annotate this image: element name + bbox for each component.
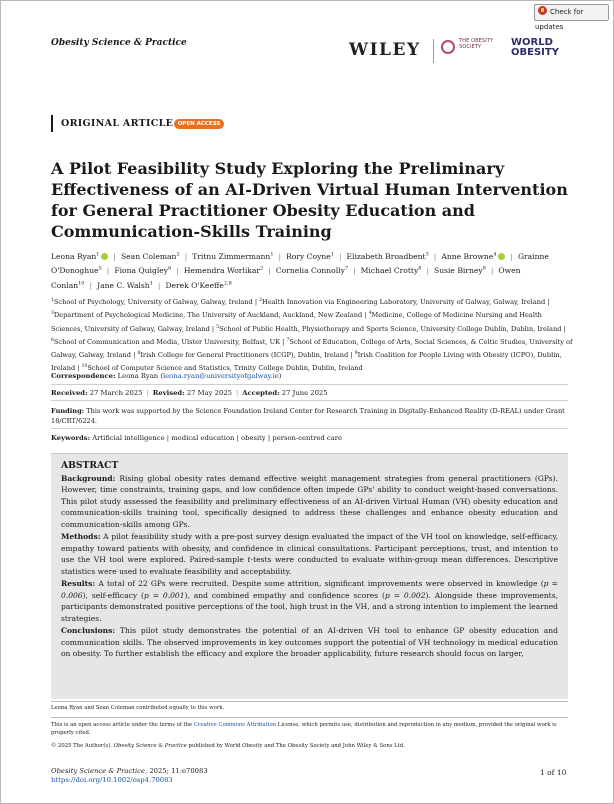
author-name[interactable]: Hemendra Worlikar$^2$ — [183, 265, 264, 276]
author-separator: | — [353, 266, 356, 276]
wiley-logo: WILEY — [349, 40, 421, 60]
methods-t: t — [247, 555, 251, 564]
affiliation: $^1$School of Psychology, University of Galway, Galway, Ireland | — [51, 298, 260, 307]
copyright-journal: Obesity Science & Practice — [113, 743, 187, 749]
author-separator: | — [184, 251, 188, 261]
affiliation-number: 5 — [216, 324, 220, 330]
author-separator: | — [268, 266, 271, 276]
orcid-icon[interactable] — [498, 253, 505, 260]
author-separator: | — [106, 266, 110, 276]
affiliation: $^9$Irish Coalition for People Living with Obesity (ICPO), Dublin, Ireland | — [51, 350, 562, 373]
author-separator: | — [338, 251, 342, 261]
author-affiliation-ref: 2 — [260, 265, 264, 272]
divider — [51, 400, 568, 401]
obesity-society-logo-text: THE OBESITY SOCIETY — [459, 38, 494, 50]
author-affiliation-ref: 7 — [344, 265, 349, 272]
affiliations — [51, 295, 573, 374]
keywords — [51, 434, 342, 442]
abstract-results — [61, 578, 558, 624]
revised-label: Revised: — [152, 389, 185, 397]
author-affiliation-ref: 2,8 — [223, 280, 232, 287]
affiliation-number: 8 — [137, 350, 141, 356]
license-link[interactable]: Creative Commons Attribution — [193, 722, 277, 728]
check-for-updates-label: Check for updates — [535, 8, 584, 31]
article-title: A Pilot Feasibility Study Exploring the Preliminary Effectiveness of an AI-Driven Virtual Human Intervention for General Practitioner Obesity Education and Communication-Skills Training — [51, 159, 568, 241]
author-affiliation-ref: 9 — [482, 265, 486, 272]
results-text-4: ). Alongside these improvements, participants demonstrated positive perceptions of the tool, high trust in the VH, and a strong intention to implement the learned strategies. — [61, 590, 558, 623]
author-separator: | — [510, 251, 513, 261]
correspondence: Correspondence: Leona Ryan (leona.ryan@universityofgalway.ie) — [51, 372, 282, 380]
footnote-divider — [51, 717, 568, 718]
check-for-updates-button[interactable] — [534, 4, 609, 31]
results-text: A total of 22 GPs were recruited. Despite some attrition, significant improvements were observed in knowledge ( — [98, 579, 544, 588]
received-label: Received: — [51, 389, 88, 397]
author-affiliation-ref: 1 — [270, 251, 274, 257]
author-name[interactable]: Michael Crotty$^8$ — [360, 265, 422, 276]
affiliation-number: 7 — [286, 337, 290, 343]
author-name[interactable]: Rory Coyne$^1$ — [286, 251, 334, 261]
affiliation: $^4$Medicine, College of Medicine Nursing and Health Sciences, University of Galway, Galway, Ireland | — [51, 311, 542, 333]
author-name[interactable]: Elizabeth Broadbent$^3$ — [346, 251, 429, 261]
author-affiliation-ref: 10 — [78, 280, 85, 287]
author-separator: | — [113, 251, 116, 261]
logo-divider — [433, 39, 434, 63]
author-affiliation-ref: 3 — [425, 251, 429, 257]
keywords-label: Keywords: — [51, 434, 91, 442]
background-text: Rising global obesity rates demand effective weight management strategies from general practitioners (GPs). However, time constraints, training gaps, and low confidence often impede GPs' ability to conduct weight-based conversations. This pilot study assessed the feasibility and preliminary effectiveness of an AI-driven Virtual Human (VH) obesity education and communication-skills training tool, specifically designed to address these challenges and enhance obesity education and communication-skills among GPs. — [61, 473, 558, 529]
author-list — [51, 248, 571, 292]
author-name[interactable]: Anne Browne$^4$ — [441, 252, 505, 261]
correspondence-email[interactable]: leona.ryan@universityofgalway.ie — [162, 372, 279, 380]
affiliation: $^2$Health Innovation via Engineering Laboratory, University of Galway, Galway, Ireland | — [259, 298, 550, 307]
author-affiliation-ref: 1 — [330, 251, 334, 257]
affiliation-number: 9 — [354, 350, 358, 356]
abstract-box — [51, 453, 568, 699]
conclusions-text: This pilot study demonstrates the potential of an AI-driven VH tool to enhance GP obesity education and communication skills. The observed improvements in key outcomes support the potential of VH technology in medical education on obesity. To further establish the efficacy and explore the broader applicability, future research should focus on larger, — [61, 626, 558, 658]
citation-journal: Obesity Science & Practice — [51, 767, 145, 775]
citation-volume: , 2025; 11:e70083 — [145, 767, 208, 775]
open-access-badge[interactable]: OPEN ACCESS — [174, 119, 224, 129]
article-type-bar — [51, 115, 53, 132]
p-value-empathy: p = 0.002 — [384, 590, 426, 600]
affiliation: $^8$Irish College for General Practitioners (ICGP), Dublin, Ireland | — [137, 350, 355, 359]
article-type: ORIGINAL ARTICLE — [61, 118, 174, 129]
accepted-label: Accepted: — [242, 389, 280, 397]
equal-contribution-note: Leona Ryan and Sean Coleman contributed equally to this work. — [51, 705, 225, 711]
page-number: 1 of 10 — [540, 768, 567, 777]
author-separator: | — [89, 280, 93, 290]
divider — [51, 384, 568, 385]
correspondence-name: Leona Ryan — [117, 372, 159, 380]
affiliation-number: 4 — [368, 311, 372, 317]
background-label: Background: — [61, 473, 116, 483]
author-separator: | — [490, 266, 494, 276]
author-affiliation-ref: 4 — [493, 251, 497, 257]
affiliation: $^7$School of Education, College of Arts, Social Sciences, & Celtic Studies, University of Galway, Galway, Ireland | — [51, 337, 573, 359]
author-name[interactable]: Fiona Quigley$^6$ — [114, 265, 172, 276]
author-separator: | — [426, 266, 430, 276]
doi-link[interactable]: https://doi.org/10.1002/osp4.70083 — [51, 776, 173, 784]
author-affiliation-ref: 1 — [149, 280, 153, 287]
license-note — [51, 721, 568, 737]
affiliation-number: 10 — [81, 363, 88, 369]
affiliation: $^5$School of Public Health, Physiotherapy and Sports Science, University College Dublin, Dublin, Ireland | — [216, 324, 566, 333]
author-separator: | — [176, 266, 179, 276]
author-separator: | — [157, 280, 161, 290]
author-separator: | — [278, 251, 282, 261]
affiliation: $^{10}$School of Computer Science and Statistics, Trinity College Dublin, Dublin, Ireland — [81, 363, 363, 373]
obesity-society-logo-icon — [441, 40, 455, 54]
copyright-note — [51, 742, 568, 750]
footnote-divider — [51, 701, 568, 702]
author-affiliation-ref: 6 — [168, 265, 172, 272]
affiliation-number: 3 — [51, 311, 54, 317]
abstract-methods — [61, 531, 558, 577]
received-date: 27 March 2025 — [89, 389, 143, 397]
abstract-heading: ABSTRACT — [61, 460, 119, 471]
author-name[interactable]: Leona Ryan$^1$ — [51, 252, 108, 261]
author-name[interactable]: Tritnu Zimmermann$^1$ — [192, 251, 274, 261]
author-name[interactable]: Grainne O'Donoghue$^5$ — [51, 251, 549, 276]
conclusions-label: Conclusions: — [61, 626, 116, 635]
world-obesity-logo-text: WORLD OBESITY — [511, 37, 559, 58]
divider — [51, 428, 568, 429]
citation-footer — [51, 767, 208, 785]
author-affiliation-ref: 8 — [418, 265, 422, 272]
author-name[interactable]: Cornelia Connolly$^7$ — [275, 265, 349, 276]
results-text-3: ), and combined empathy and confidence scores ( — [184, 590, 385, 600]
funding-statement — [51, 406, 571, 426]
copyright-text-cont: published by World Obesity and The Obesity Society and John Wiley & Sons Ltd. — [186, 743, 405, 749]
journal-name: Obesity Science & Practice — [51, 38, 187, 48]
license-text: This is an open access article under the terms of the — [51, 722, 194, 728]
author-affiliation-ref: 5 — [98, 265, 102, 272]
affiliation: $^3$Department of Psychological Medicine, The University of Auckland, Auckland, New Zealand | — [51, 311, 369, 320]
author-name[interactable]: Sean Coleman$^2$ — [120, 251, 180, 261]
p-value-self-efficacy: p = 0.001 — [143, 590, 185, 600]
p-value-knowledge: p = 0.006 — [61, 579, 558, 600]
abstract-background — [61, 473, 558, 531]
abstract-conclusions — [61, 625, 558, 660]
author-name[interactable]: Derek O'Keeffe$^{2,8}$ — [165, 280, 232, 290]
author-name[interactable]: Jane C. Walsh$^1$ — [97, 280, 153, 290]
methods-label: Methods: — [61, 532, 101, 541]
correspondence-label: Correspondence: — [51, 372, 116, 380]
keywords-list: Artificial intelligence | medical education | obesity | person-centred care — [92, 434, 343, 442]
methods-text-cont: -tests were conducted to evaluate within-group mean differences. Descriptive statistics were used to evaluate feasibility and acceptability. — [61, 555, 559, 576]
affiliation: $^6$School of Communication and Media, Ulster University, Belfast, UK | — [51, 337, 287, 346]
funding-text: This work was supported by the Science Foundation Ireland Center for Research Training in Digitally-Enhanced Reality (D-REAL) under Grant 18/CRT/6224. — [51, 407, 565, 425]
author-affiliation-ref: 1 — [96, 251, 100, 257]
affiliation-number: 6 — [51, 337, 54, 343]
affiliation-number: 2 — [259, 298, 263, 303]
article-dates: Received: 27 March 2025 | Revised: 27 May 2025 | Accepted: 27 June 2025 — [51, 389, 328, 397]
affiliation-number: 1 — [51, 298, 54, 303]
author-name[interactable]: Owen Conlan$^{10}$ — [51, 266, 521, 290]
author-affiliation-ref: 2 — [176, 251, 180, 257]
results-text-2: ), self-efficacy ( — [82, 590, 144, 600]
license-text-cont: License, which permits use, distribution and reproduction in any medium, provided the original work is properly cited. — [51, 722, 557, 736]
orcid-icon[interactable] — [101, 253, 108, 260]
revised-date: 27 May 2025 — [186, 389, 232, 397]
author-separator: | — [433, 251, 437, 261]
results-label: Results: — [61, 579, 96, 588]
update-badge-icon — [538, 6, 547, 15]
methods-text: A pilot feasibility study with a pre-post survey design evaluated the impact of the VH tool on knowledge, self-efficacy, empathy toward patients with obesity, and confidence in clinical consultations. Participant perceptions, trust, and intention to use the VH tool were explored. Paired-sample — [61, 532, 558, 564]
funding-label: Funding: — [51, 407, 85, 415]
copyright-text: © 2025 The Author(s). — [51, 743, 114, 749]
accepted-date: 27 June 2025 — [281, 389, 328, 397]
author-name[interactable]: Susie Birney$^9$ — [434, 265, 486, 276]
